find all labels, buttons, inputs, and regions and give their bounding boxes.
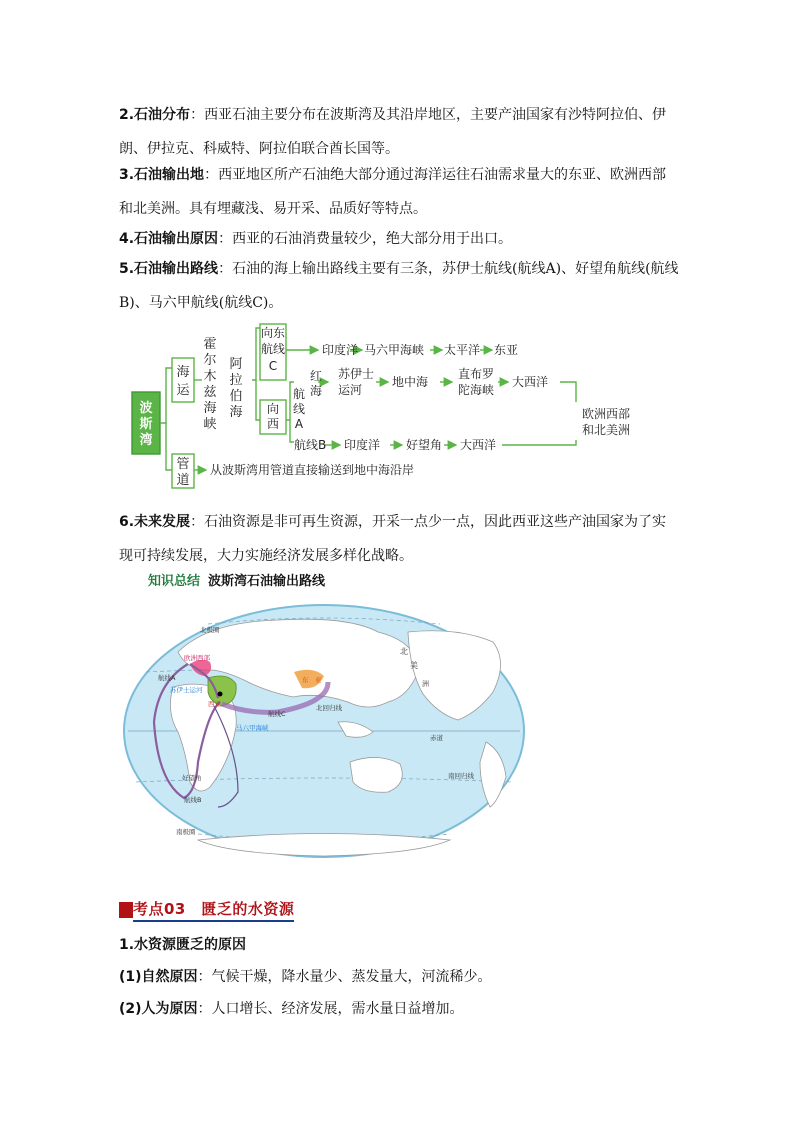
svg-text:航: 航	[292, 387, 306, 401]
map-route-b: 航线B	[184, 796, 202, 804]
route-b-atlantic: 大西洋	[460, 438, 497, 452]
svg-text:线: 线	[292, 402, 306, 416]
route-c-malacca: 马六甲海峡	[364, 343, 425, 357]
water-natural-reason: (1)自然原因：气候干燥，降水量少、蒸发量大，河流稀少。	[119, 969, 492, 985]
svg-text:木: 木	[203, 369, 217, 384]
pipe-route-text: 从波斯湾用管道直接输送到地中海沿岸	[210, 463, 415, 477]
para-oil-export-routes: 5.石油输出路线：石油的海上输出路线主要有三条，苏伊士航线(航线A)、好望角航线(航线B)、马六甲航线(航线C)。	[119, 261, 679, 311]
para-future-development: 6.未来发展：石油资源是非可再生资源，开采一点少一点，因此西亚这些产油国家为了实现可持续发展，大力实施经济发展多样化战略。	[119, 514, 667, 564]
para-oil-export-reason: 4.石油输出原因：西亚的石油消费量较少，绝大部分用于出口。	[119, 231, 513, 247]
map-malacca: 马六甲海峡	[236, 724, 269, 732]
map-tropic-n: 北回归线	[316, 704, 342, 712]
svg-text:和北美洲: 和北美洲	[582, 423, 631, 437]
svg-text:西: 西	[266, 417, 280, 431]
svg-text:海: 海	[229, 405, 243, 420]
svg-text:海: 海	[176, 365, 190, 380]
strait-label	[203, 337, 217, 432]
map-antarctic: 南极圈	[176, 828, 196, 836]
water-reason-heading: 1.水资源匮乏的原因	[119, 937, 247, 953]
svg-text:海: 海	[309, 384, 323, 398]
svg-text:海: 海	[203, 401, 217, 416]
svg-text:向: 向	[266, 402, 280, 416]
route-b-indian-ocean: 印度洋	[344, 438, 381, 452]
map-europe: 欧洲西部	[184, 654, 210, 662]
svg-text:尔: 尔	[203, 353, 217, 368]
svg-text:兹: 兹	[203, 385, 217, 400]
map-na-3: 洲	[422, 680, 429, 688]
svg-text:斯: 斯	[139, 417, 153, 432]
svg-text:运河: 运河	[338, 383, 363, 397]
svg-text:苏伊士: 苏伊士	[338, 367, 375, 381]
world-map	[118, 602, 530, 860]
svg-text:航线: 航线	[260, 342, 286, 356]
svg-text:运: 运	[176, 383, 190, 398]
origin-char-1: 波	[139, 401, 153, 416]
map-route-c: 航线C	[268, 710, 286, 718]
arabian-sea-label	[229, 357, 242, 420]
map-east-asia: 东 亚	[302, 676, 322, 684]
svg-text:峡: 峡	[203, 417, 217, 432]
svg-text:红: 红	[309, 369, 323, 383]
svg-text:陀海峡: 陀海峡	[458, 383, 495, 397]
svg-text:道: 道	[176, 473, 190, 488]
section-marker	[119, 902, 133, 918]
svg-text:直布罗: 直布罗	[458, 367, 495, 381]
route-diagram	[128, 320, 648, 495]
route-c-pacific: 太平洋	[444, 343, 481, 357]
map-equator: 赤道	[430, 734, 443, 742]
map-west-asia: 西亚	[208, 700, 221, 708]
section-header	[119, 898, 299, 922]
map-na-1: 北	[400, 647, 408, 656]
route-a-mediterranean: 地中海	[392, 375, 429, 389]
svg-text:管: 管	[176, 457, 190, 472]
section-title: 考点03 匮乏的水资源	[133, 898, 294, 922]
route-a-atlantic: 大西洋	[512, 375, 549, 389]
route-b-cape: 好望角	[406, 438, 443, 452]
map-route-a: 航线A	[158, 674, 176, 682]
svg-text:C: C	[268, 359, 278, 373]
svg-text:霍: 霍	[203, 337, 217, 352]
svg-text:拉: 拉	[229, 373, 243, 388]
map-na-2: 美	[410, 661, 418, 670]
east-label: 向东	[260, 326, 286, 340]
svg-text:欧洲西部: 欧洲西部	[582, 407, 631, 421]
svg-text:伯: 伯	[229, 389, 243, 404]
svg-text:湾: 湾	[139, 433, 153, 448]
map-arctic: 北极圈	[200, 626, 220, 634]
map-suez: 苏伊士运河	[170, 686, 203, 694]
summary-title: 知识总结 波斯湾石油输出路线	[148, 574, 326, 589]
route-c-east-asia: 东亚	[494, 343, 519, 357]
water-human-reason: (2)人为原因：人口增长、经济发展，需水量日益增加。	[119, 1001, 464, 1017]
para-oil-export-destination: 3.石油输出地：西亚地区所产石油绝大部分通过海洋运往石油需求量大的东亚、欧洲西部和北美洲。具有埋藏浅、易开采、品质好等特点。	[119, 167, 667, 217]
route-b-label: 航线B	[294, 438, 327, 452]
map-tropic-s: 南回归线	[448, 772, 474, 780]
para-oil-distribution: 2.石油分布：西亚石油主要分布在波斯湾及其沿岸地区，主要产油国家有沙特阿拉伯、伊朗、伊拉克、科威特、阿拉伯联合酋长国等。	[119, 107, 667, 157]
svg-text:阿: 阿	[229, 357, 243, 372]
route-c-indian-ocean: 印度洋	[322, 343, 359, 357]
svg-text:A: A	[294, 417, 304, 431]
map-cape: 好望角	[182, 774, 202, 782]
